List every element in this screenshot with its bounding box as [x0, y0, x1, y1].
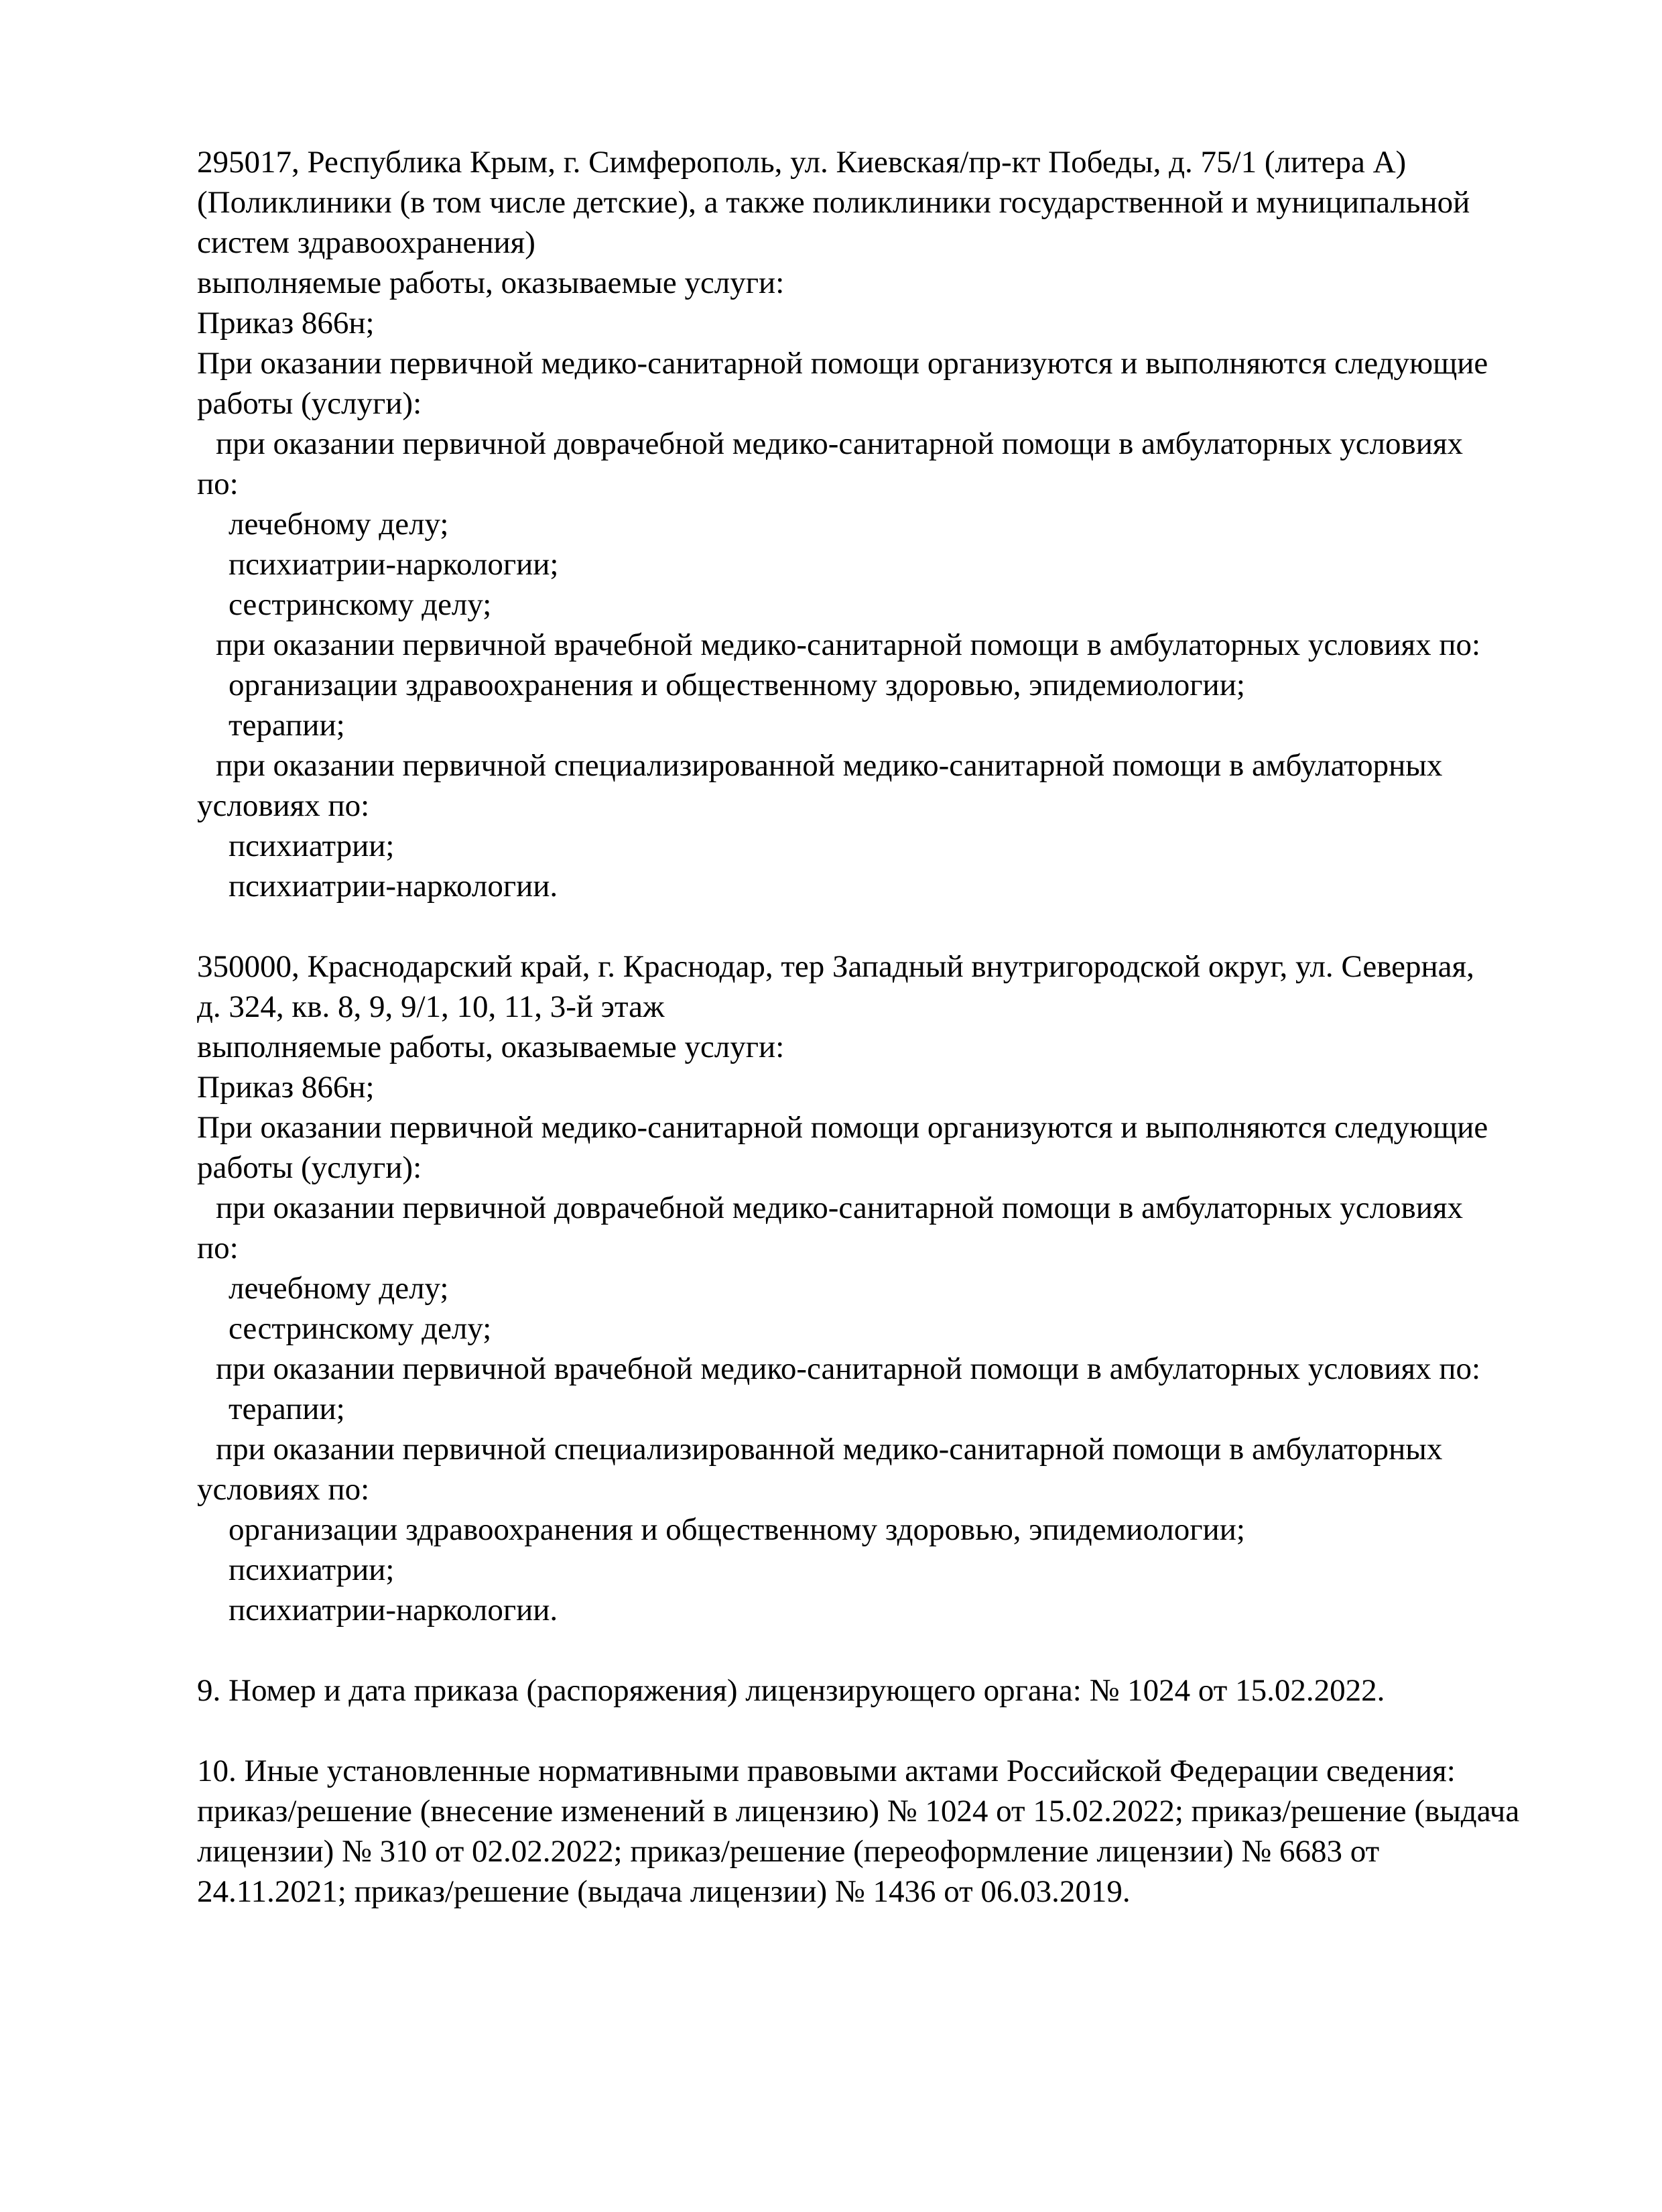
text-line: приказ/решение (внесение изменений в лицензию) № 1024 от 15.02.2022; приказ/решение (выдача — [197, 1794, 1520, 1829]
text-line: при оказании первичной специализированной медико-санитарной помощи в амбулаторных — [216, 1432, 1443, 1467]
text-line: 295017, Республика Крым, г. Симферополь, ул. Киевская/пр-кт Победы, д. 75/1 (литера А) — [197, 145, 1407, 180]
text-line: 10. Иные установленные нормативными правовыми актами Российской Федерации сведения: — [197, 1754, 1456, 1788]
text-line: терапии; — [229, 708, 345, 743]
text-line: При оказании первичной медико-санитарной помощи организуются и выполняются следующие — [197, 1110, 1488, 1145]
address-block-simferopol — [197, 142, 1611, 906]
text-line: психиатрии-наркологии; — [229, 547, 559, 582]
text-line: 9. Номер и дата приказа (распоряжения) лицензирующего органа: № 1024 от 15.02.2022. — [197, 1673, 1385, 1708]
address-block-krasnodar — [197, 946, 1611, 1630]
text-line: д. 324, кв. 8, 9, 9/1, 10, 11, 3-й этаж — [197, 989, 665, 1024]
text-line: организации здравоохранения и общественному здоровью, эпидемиологии; — [229, 1512, 1245, 1547]
text-line: Приказ 866н; — [197, 1070, 375, 1105]
text-line: сестринскому делу; — [229, 1311, 492, 1346]
text-line: психиатрии-наркологии. — [229, 1593, 558, 1627]
text-line: при оказании первичной врачебной медико-санитарной помощи в амбулаторных условиях по: — [216, 1351, 1481, 1386]
clause-10-other-information — [197, 1751, 1611, 1912]
text-line: по: — [197, 467, 239, 501]
text-line: лечебному делу; — [229, 1271, 449, 1306]
text-line: условиях по: — [197, 1472, 370, 1507]
text-line: работы (услуги): — [197, 1150, 422, 1185]
text-line: выполняемые работы, оказываемые услуги: — [197, 1030, 785, 1064]
text-line: (Поликлиники (в том числе детские), а также поликлиники государственной и муниципальной — [197, 185, 1470, 220]
text-line: при оказании первичной врачебной медико-санитарной помощи в амбулаторных условиях по: — [216, 627, 1481, 662]
text-line: организации здравоохранения и общественному здоровью, эпидемиологии; — [229, 668, 1245, 702]
text-line: психиатрии; — [229, 1552, 395, 1587]
text-line: 350000, Краснодарский край, г. Краснодар, тер Западный внутригородской округ, ул. Северная, — [197, 949, 1474, 984]
text-line: лечебному делу; — [229, 507, 449, 542]
clause-9-order-number-and-date — [197, 1670, 1611, 1711]
text-line: При оказании первичной медико-санитарной помощи организуются и выполняются следующие — [197, 346, 1488, 381]
text-line: терапии; — [229, 1392, 345, 1426]
text-line: лицензии) № 310 от 02.02.2022; приказ/решение (переоформление лицензии) № 6683 от — [197, 1834, 1380, 1869]
text-line: психиатрии; — [229, 828, 395, 863]
text-line: работы (услуги): — [197, 386, 422, 421]
text-line: выполняемые работы, оказываемые услуги: — [197, 265, 785, 300]
text-line: при оказании первичной доврачебной медико-санитарной помощи в амбулаторных условиях — [216, 1190, 1464, 1225]
text-line: по: — [197, 1231, 239, 1266]
text-line: условиях по: — [197, 788, 370, 823]
text-line: при оказании первичной специализированной медико-санитарной помощи в амбулаторных — [216, 748, 1443, 783]
document-text — [197, 142, 1611, 1912]
text-line: систем здравоохранения) — [197, 225, 535, 260]
text-line: при оказании первичной доврачебной медико-санитарной помощи в амбулаторных условиях — [216, 426, 1464, 461]
text-line: сестринскому делу; — [229, 587, 492, 622]
text-line: психиатрии-наркологии. — [229, 869, 558, 904]
text-line: 24.11.2021; приказ/решение (выдача лицензии) № 1436 от 06.03.2019. — [197, 1874, 1131, 1909]
text-line: Приказ 866н; — [197, 306, 375, 341]
